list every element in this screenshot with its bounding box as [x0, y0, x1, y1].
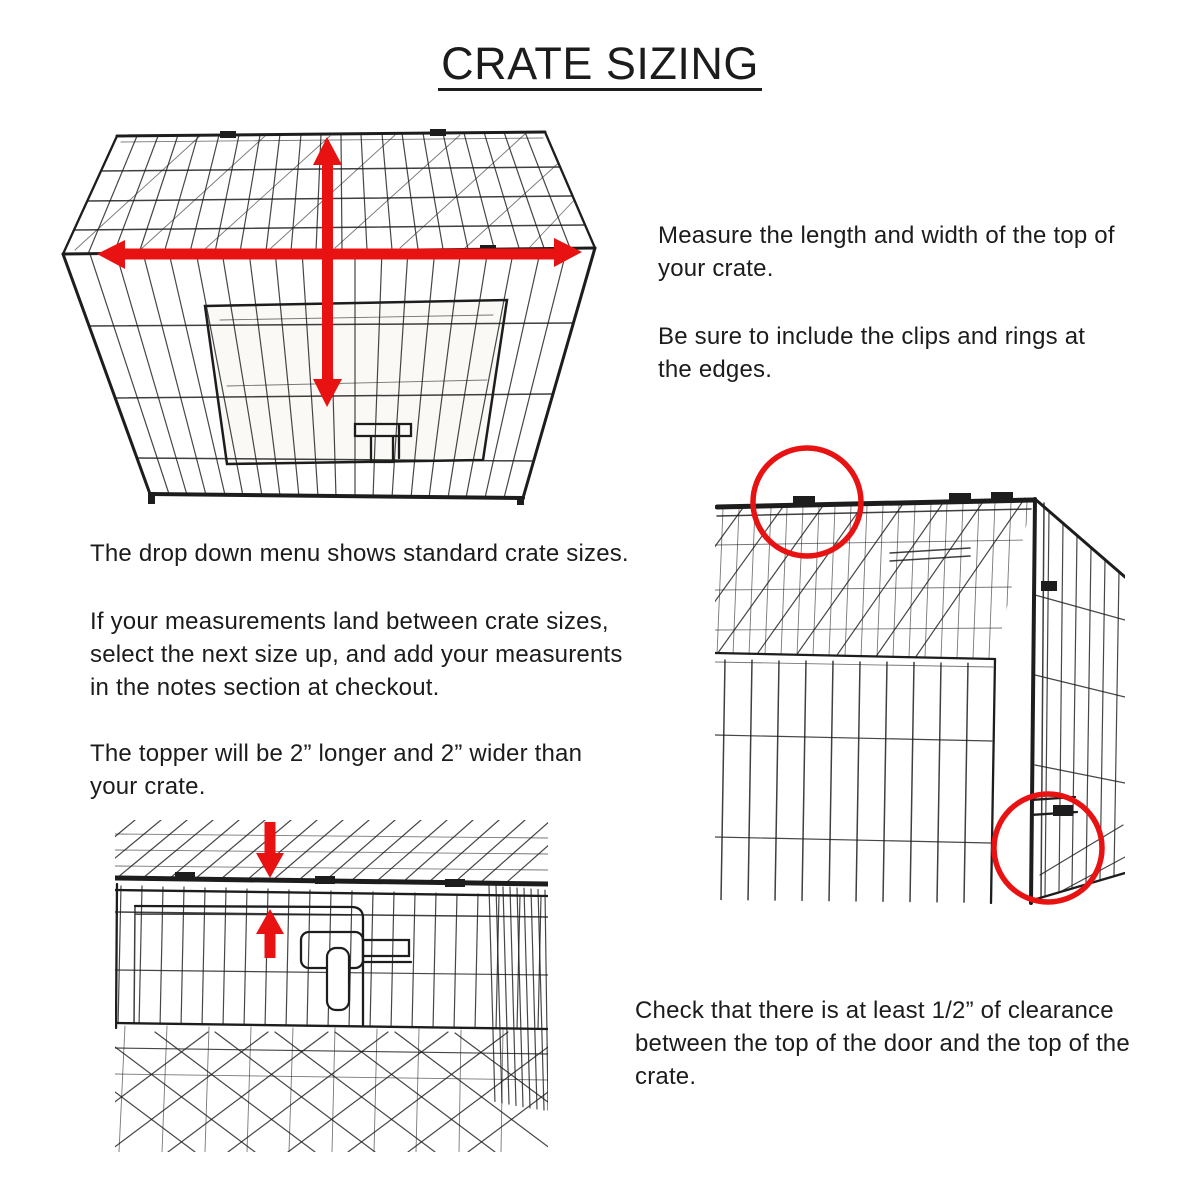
- door-crate-photo: [115, 820, 548, 1152]
- instruction-line: the edges.: [658, 356, 773, 383]
- instruction-door-clearance: [635, 994, 1130, 1093]
- instruction-line: crate.: [635, 1063, 697, 1090]
- instruction-line: Be sure to include the clips and rings at: [658, 323, 1086, 350]
- instruction-line: Check that there is at least 1/2” of clearance: [635, 997, 1114, 1024]
- corner-front-wall: [715, 660, 992, 903]
- door-crate-front: [115, 886, 548, 1030]
- door-crate-floor: [115, 1026, 548, 1152]
- instruction-line: If your measurements land between crate sizes,: [90, 608, 609, 635]
- page-title-wrap: [0, 38, 1200, 91]
- corner-crate-photo: [715, 445, 1125, 905]
- width-measure-arrow-icon: [97, 238, 582, 269]
- door-crate-illustration: [115, 820, 548, 1152]
- instruction-topper-size: [90, 737, 582, 803]
- top-crate-illustration: [55, 128, 600, 505]
- instruction-include-clips: [658, 320, 1085, 386]
- instruction-between-sizes: [90, 605, 623, 704]
- instruction-line: your crate.: [90, 773, 206, 800]
- instruction-line: your crate.: [658, 255, 774, 282]
- instruction-line: select the next size up, and add your measurents: [90, 641, 623, 668]
- instruction-line: Measure the length and width of the top of: [658, 222, 1115, 249]
- page-title: CRATE SIZING: [438, 41, 762, 91]
- clearance-up-arrow-icon: [256, 909, 284, 958]
- instruction-measure-top: [658, 219, 1115, 285]
- corner-side-wall: [1030, 511, 1125, 900]
- instruction-line: between the top of the door and the top of the: [635, 1030, 1130, 1057]
- instruction-line: The drop down menu shows standard crate sizes.: [90, 540, 629, 567]
- door-crate-top-rail: [115, 878, 548, 884]
- corner-top-face: [715, 498, 1030, 658]
- corner-post: [1031, 499, 1035, 903]
- top-crate-photo: [55, 128, 600, 505]
- instruction-line: in the notes section at checkout.: [90, 674, 440, 701]
- clearance-down-arrow-icon: [256, 822, 284, 878]
- corner-top-rail: [717, 500, 1033, 507]
- instruction-line: The topper will be 2” longer and 2” wider than: [90, 740, 583, 767]
- door-latch: [301, 932, 411, 1010]
- corner-crate-illustration: [715, 445, 1125, 905]
- instruction-dropdown-menu: [90, 537, 629, 570]
